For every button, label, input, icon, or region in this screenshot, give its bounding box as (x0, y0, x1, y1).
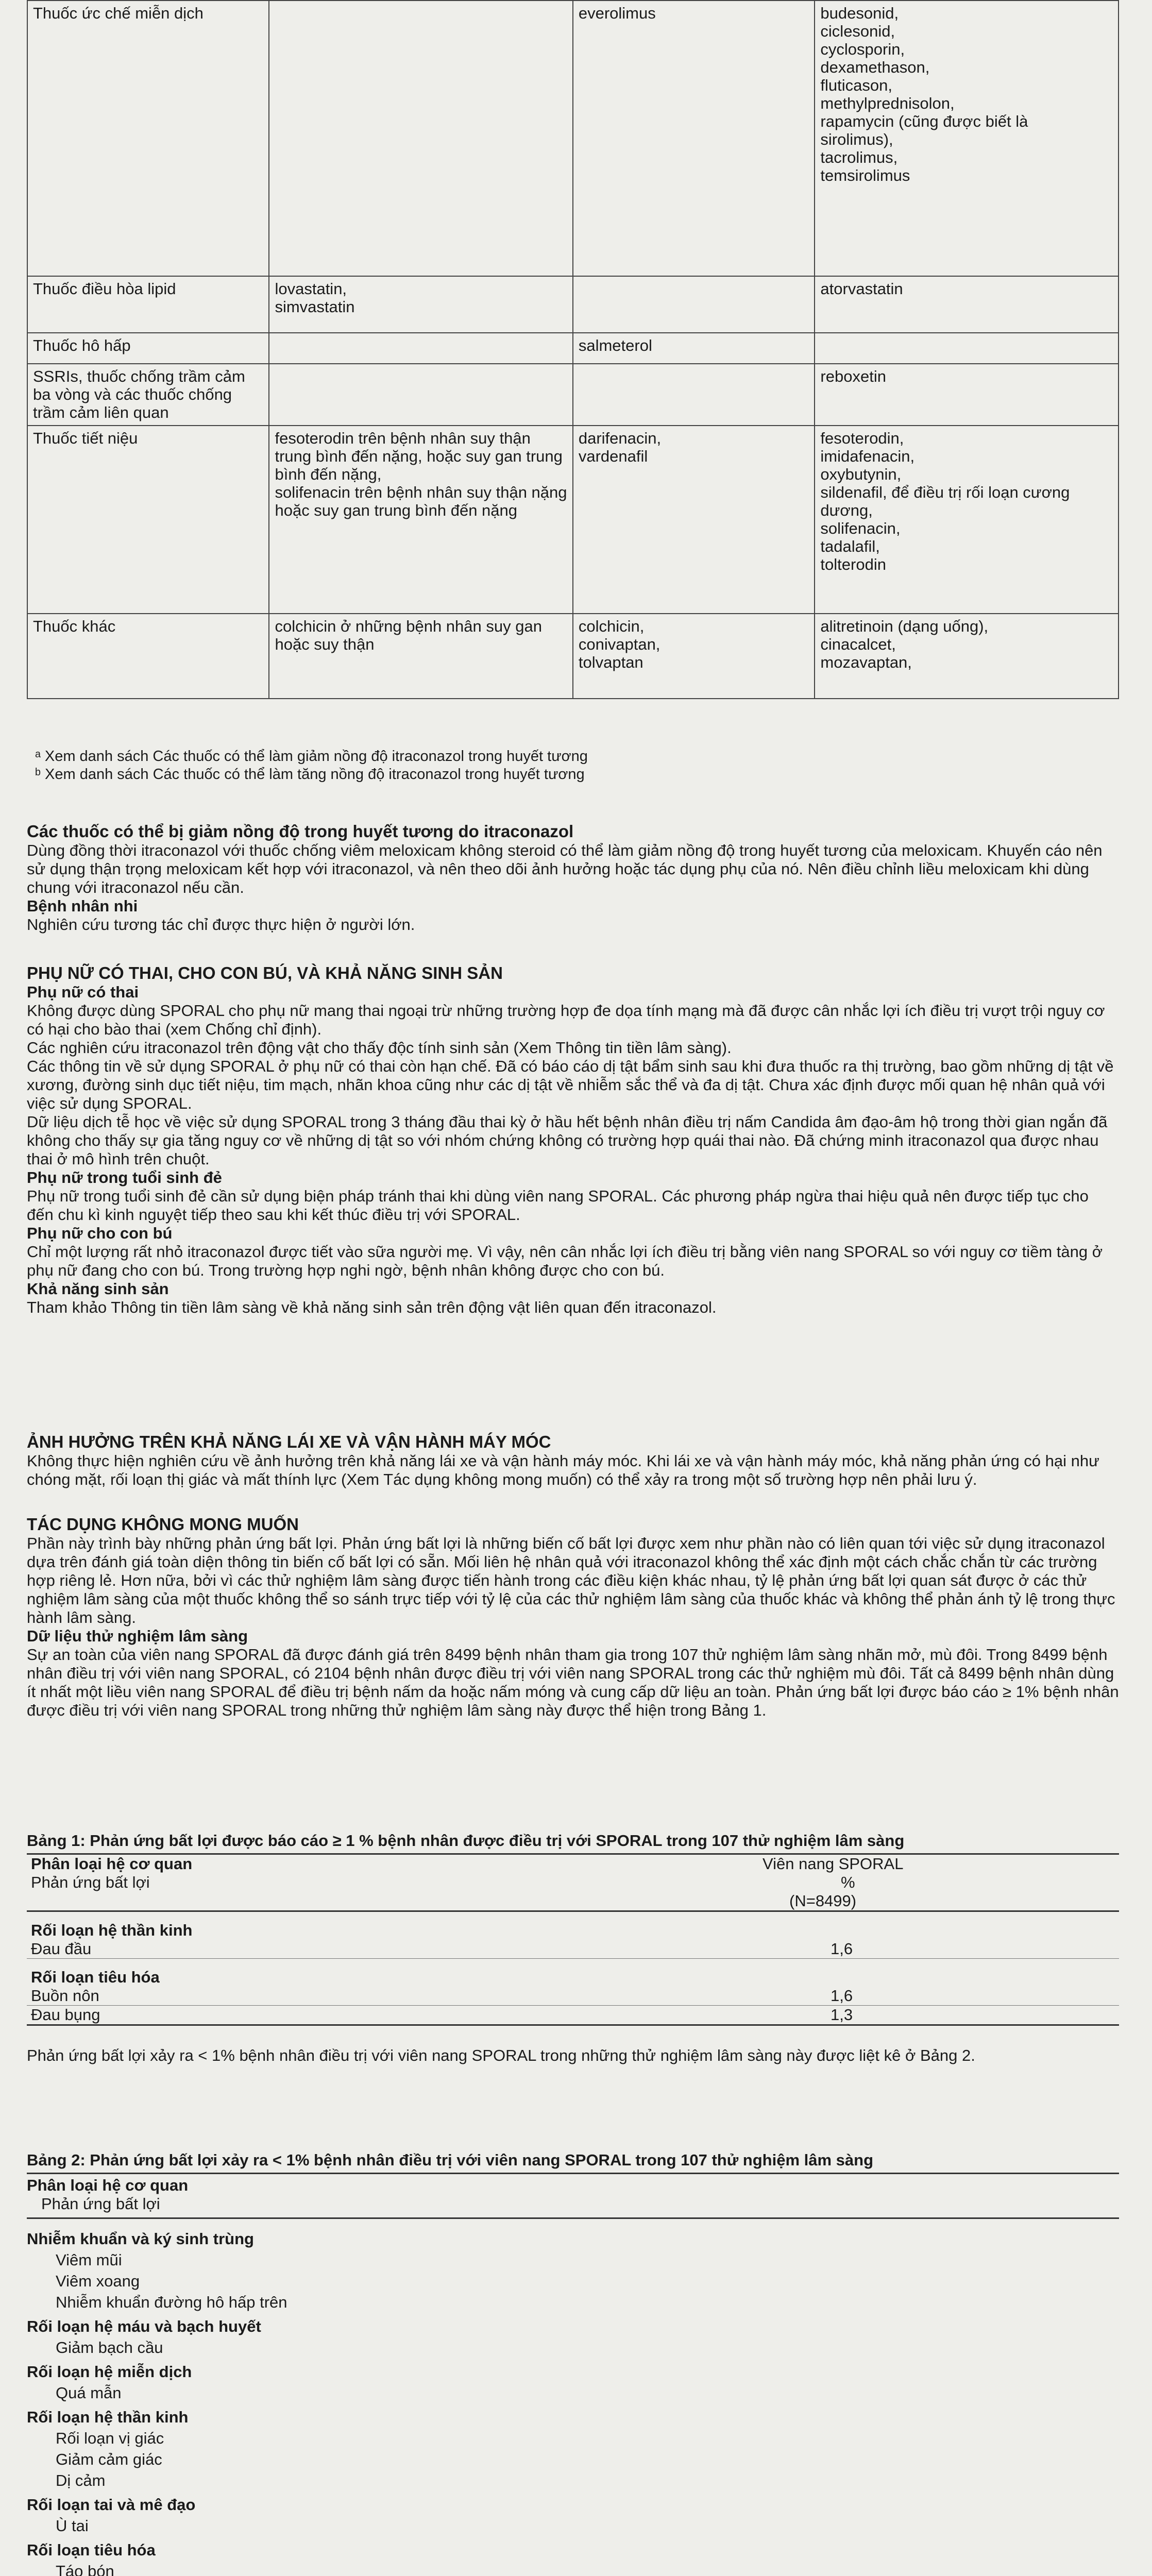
subsection-title: Bệnh nhân nhi (27, 897, 138, 915)
table-row (27, 2006, 1119, 2025)
drug-name: ciclesonid, (820, 22, 895, 40)
drug-name: colchicin ở những bệnh nhân suy gan hoặc suy thận (275, 617, 542, 653)
soc-label: Rối loạn hệ thần kinh (31, 1921, 193, 1939)
drug-name: salmeterol (578, 336, 652, 354)
drug-list-cell (269, 426, 572, 614)
paragraph: Không được dùng SPORAL cho phụ nữ mang thai ngoại trừ những trường hợp đe dọa tính mạng mà đã được cân nhắc lợi ích điều trị vượt trội nguy cơ có hại cho bào thai (xem Chống chỉ định). (27, 1002, 1105, 1038)
table-row (27, 276, 1119, 333)
section-title: Các thuốc có thể bị giảm nồng độ trong huyết tương do itraconazol (27, 822, 574, 841)
table-title: Bảng 2: Phản ứng bất lợi xảy ra < 1% bệnh nhân điều trị với viên nang SPORAL trong 107 thử nghiệm lâm sàng (27, 2151, 873, 2169)
column-header: Phản ứng bất lợi (31, 1873, 150, 1891)
drug-name: lovastatin, (275, 280, 347, 298)
percentage: 1,3 (831, 2006, 853, 2024)
paragraph: Phản ứng bất lợi xảy ra < 1% bệnh nhân điều trị với viên nang SPORAL trong những thử nghiệm lâm sàng này được liệt kê ở Bảng 2. (27, 2046, 975, 2064)
drug-name: reboxetin (820, 367, 886, 385)
drug-list-cell (573, 276, 815, 333)
soc-label: Rối loạn tai và mê đạo (27, 2496, 196, 2514)
drug-list-cell (815, 426, 1119, 614)
drug-name: everolimus (578, 4, 656, 22)
drug-name: atorvastatin (820, 280, 903, 298)
section-decreased-concentrations (27, 822, 1119, 934)
drug-list-cell (573, 1, 815, 276)
adverse-reaction: Nhiễm khuẩn đường hô hấp trên (56, 2293, 287, 2311)
adverse-reaction: Giảm cảm giác (56, 2450, 162, 2468)
soc-label: Rối loạn tiêu hóa (31, 1968, 160, 1986)
soc-label: Nhiễm khuẩn và ký sinh trùng (27, 2230, 254, 2248)
drug-name: rapamycin (cũng được biết là (820, 112, 1028, 130)
drug-list-cell (815, 276, 1119, 333)
drug-name: cyclosporin, (820, 40, 905, 58)
paragraph: Sự an toàn của viên nang SPORAL đã được đánh giá trên 8499 bệnh nhân tham gia trong 107 thử nghiệm lâm sàng nhãn mở, mù đôi. Trong 8499 bệnh nhân điều trị với viên nang SPORAL, có 2104 bệnh nhân được điều trị với viên nang SPORAL trong các thử nghiệm mù đôi. Tất cả 8499 bệnh nhân dùng ít nhất một liều viên nang SPORAL để điều trị bệnh nấm da hoặc nấm móng và cung cấp dữ liệu an toàn. Phản ứng bất lợi được báo cáo ≥ 1% bệnh nhân được điều trị với viên nang SPORAL trong những thử nghiệm lâm sàng này được thể hiện trong Bảng 1. (27, 1646, 1119, 1719)
soc-label: Rối loạn tiêu hóa (27, 2541, 156, 2559)
drug-class-cell: Thuốc khác (27, 614, 269, 699)
drug-name: fluticason, (820, 76, 892, 94)
column-header: Phân loại hệ cơ quan (31, 1855, 193, 1873)
drug-list-cell (573, 614, 815, 699)
subsection-title: Phụ nữ có thai (27, 983, 139, 1001)
subsection-title: Phụ nữ trong tuổi sinh đẻ (27, 1168, 222, 1187)
drug-list-cell (269, 276, 572, 333)
adverse-reaction: Viêm mũi (56, 2251, 122, 2269)
drug-list-cell (573, 426, 815, 614)
drug-list-cell (815, 1, 1119, 276)
section-pregnancy (27, 963, 1119, 1317)
adverse-reaction: Viêm xoang (56, 2272, 140, 2290)
drug-list-cell (269, 333, 572, 364)
drug-name: tadalafil, (820, 537, 880, 555)
table-row (27, 1940, 1119, 1959)
table-row (27, 1987, 1119, 2006)
drug-list-cell (269, 364, 572, 426)
drug-name: tolterodin (820, 555, 886, 573)
drug-name: vardenafil (578, 447, 648, 465)
drug-class-cell: Thuốc tiết niệu (27, 426, 269, 614)
percentage: 1,6 (831, 1940, 853, 1958)
drug-list-cell (573, 364, 815, 426)
table-row (27, 426, 1119, 614)
adverse-reaction: Dị cảm (56, 2471, 106, 2489)
table-title: Bảng 1: Phản ứng bất lợi được báo cáo ≥ 1 % bệnh nhân được điều trị với SPORAL trong 107 thử nghiệm lâm sàng (27, 1832, 905, 1850)
drug-name: oxybutynin, (820, 465, 902, 483)
drug-name: fesoterodin trên bệnh nhân suy thận trung bình đến nặng, hoặc suy gan trung bình đến nặng, (275, 429, 563, 483)
paragraph: Các thông tin về sử dụng SPORAL ở phụ nữ có thai còn hạn chế. Đã có báo cáo dị tật bẩm sinh sau khi đưa thuốc ra thị trường, bao gồm những dị tật về xương, đường sinh dục tiết niệu, tim mạch, nhãn khoa cũng như các dị tật về nhiễm sắc thể và đa dị tật. Chưa xác định được mối quan hệ nhân quả với việc sử dụng SPORAL. (27, 1057, 1114, 1112)
column-header: % (841, 1873, 855, 1891)
table-footnote-a: ᵃ Xem danh sách Các thuốc có thể làm giảm nồng độ itraconazol trong huyết tương (35, 748, 588, 765)
adverse-reaction: Giảm bạch cầu (56, 2338, 163, 2357)
drug-name: tacrolimus, (820, 148, 898, 166)
drug-name: darifenacin, (578, 429, 662, 447)
table-row (27, 333, 1119, 364)
table-row (27, 614, 1119, 699)
drug-name: mozavaptan, (820, 653, 912, 671)
drug-name: budesonid, (820, 4, 899, 22)
drug-list-cell (815, 333, 1119, 364)
drug-list-cell (815, 364, 1119, 426)
subsection-title: Khả năng sinh sản (27, 1280, 169, 1298)
drug-name: alitretinoin (dạng uống), (820, 617, 989, 635)
drug-name: tolvaptan (578, 653, 643, 671)
paragraph: Dữ liệu dịch tễ học về việc sử dụng SPORAL trong 3 tháng đầu thai kỳ ở hầu hết bệnh nhân điều trị nấm Candida âm đạo-âm hộ trong thời gian ngắn đã không cho thấy sự gia tăng nguy cơ về những dị tật so với nhóm chứng không có trường hợp quái thai nào. Đã chứng minh itraconazol qua được nhau thai ở mô hình trên chuột. (27, 1113, 1108, 1168)
column-header: Phân loại hệ cơ quan (27, 2176, 189, 2194)
paragraph: Chỉ một lượng rất nhỏ itraconazol được tiết vào sữa người mẹ. Vì vậy, nên cân nhắc lợi ích điều trị bằng viên nang SPORAL so với nguy cơ tiềm tàng ở phụ nữ đang cho con bú. Trong trường hợp nghi ngờ, bệnh nhân không được cho con bú. (27, 1243, 1103, 1279)
section-title: TÁC DỤNG KHÔNG MONG MUỐN (27, 1515, 299, 1534)
drug-class-cell: Thuốc điều hòa lipid (27, 276, 269, 333)
adverse-reaction: Ù tai (56, 2517, 89, 2535)
drug-name: methylprednisolon, (820, 94, 955, 112)
drug-name: simvastatin (275, 298, 355, 316)
adverse-reaction: Rối loạn vị giác (56, 2429, 164, 2447)
drug-list-cell (573, 333, 815, 364)
table-row (27, 364, 1119, 426)
drug-name: conivaptan, (578, 635, 660, 653)
document-page (14, 0, 1138, 2576)
subsection-title: Phụ nữ cho con bú (27, 1224, 173, 1242)
drug-name: fesoterodin, (820, 429, 904, 447)
table-1 (27, 1832, 1119, 2065)
section-title: PHỤ NỮ CÓ THAI, CHO CON BÚ, VÀ KHẢ NĂNG SINH SẢN (27, 963, 503, 982)
table-2 (27, 2151, 1119, 2576)
soc-label: Rối loạn hệ máu và bạch huyết (27, 2317, 261, 2335)
table-row (27, 1, 1119, 276)
drug-class-cell: Thuốc hô hấp (27, 333, 269, 364)
drug-list-cell (815, 614, 1119, 699)
paragraph: Tham khảo Thông tin tiền lâm sàng về khả năng sinh sản trên động vật liên quan đến itraconazol. (27, 1298, 717, 1316)
section-title: ẢNH HƯỞNG TRÊN KHẢ NĂNG LÁI XE VÀ VẬN HÀNH MÁY MÓC (27, 1432, 551, 1451)
soc-label: Rối loạn hệ miễn dịch (27, 2363, 192, 2381)
drug-name: solifenacin, (820, 519, 901, 537)
percentage: 1,6 (831, 1987, 853, 2005)
column-header: (N=8499) (789, 1892, 857, 1910)
drug-name: sirolimus), (820, 130, 893, 148)
drug-name: imidafenacin, (820, 447, 915, 465)
drug-name: temsirolimus (820, 166, 910, 184)
table-footnote-b: ᵇ Xem danh sách Các thuốc có thể làm tăng nồng độ itraconazol trong huyết tương (35, 766, 585, 783)
section-driving (27, 1432, 1119, 1489)
drug-name: sildenafil, để điều trị rối loạn cương dương, (820, 483, 1070, 519)
adverse-reaction: Buồn nôn (31, 1987, 99, 2005)
drug-name: solifenacin trên bệnh nhân suy thận nặng hoặc suy gan trung bình đến nặng (275, 483, 567, 519)
paragraph: Phụ nữ trong tuổi sinh đẻ cần sử dụng biện pháp tránh thai khi dùng viên nang SPORAL. Các phương pháp ngừa thai hiệu quả nên được tiếp tục cho đến chu kì kinh nguyệt tiếp theo sau khi kết thúc điều trị với SPORAL. (27, 1187, 1089, 1224)
paragraph: Phần này trình bày những phản ứng bất lợi. Phản ứng bất lợi là những biến cố bất lợi được xem như phần nào có liên quan tới việc sử dụng itraconazol dựa trên đánh giá toàn diện thông tin biến cố bất lợi có sẵn. Mối liên hệ nhân quả với itraconazol không thể xác định một cách chắc chắn từ các trường hợp riêng lẻ. Hơn nữa, bởi vì các thử nghiệm lâm sàng được tiến hành trong các điều kiện khác nhau, tỷ lệ phản ứng bất lợi quan sát được ở các thử nghiệm lâm sàng của một thuốc không thể so sánh trực tiếp với tỷ lệ của các thử nghiệm lâm sàng của thuốc khác và không thể phản ánh tỷ lệ trong thực hành lâm sàng. (27, 1534, 1115, 1626)
adverse-reaction: Đau bụng (31, 2006, 100, 2024)
drug-list-cell (269, 614, 572, 699)
subsection-title: Dữ liệu thử nghiệm lâm sàng (27, 1627, 248, 1645)
section-adverse-effects (27, 1515, 1119, 1720)
adverse-reaction: Đau đầu (31, 1940, 92, 1958)
drug-class-cell: SSRIs, thuốc chống trầm cảm ba vòng và các thuốc chống trầm cảm liên quan (27, 364, 269, 426)
drug-name: cinacalcet, (820, 635, 896, 653)
adverse-reaction: Táo bón (56, 2562, 114, 2576)
column-header: Viên nang SPORAL (763, 1855, 904, 1873)
drug-name: dexamethason, (820, 58, 930, 76)
paragraph: Nghiên cứu tương tác chỉ được thực hiện ở người lớn. (27, 916, 415, 934)
paragraph: Các nghiên cứu itraconazol trên động vật cho thấy độc tính sinh sản (Xem Thông tin tiền lâm sàng). (27, 1039, 732, 1057)
paragraph: Không thực hiện nghiên cứu về ảnh hưởng trên khả năng lái xe và vận hành máy móc. Khi lái xe và vận hành máy móc, khả năng phản ứng có hại như chóng mặt, rối loạn thị giác và mất thính lực (Xem Tác dụng không mong muốn) có thể xảy ra trong một số trường hợp nên phải lưu ý. (27, 1452, 1099, 1488)
column-header: Phản ứng bất lợi (41, 2195, 160, 2213)
soc-label: Rối loạn hệ thần kinh (27, 2408, 189, 2426)
drug-list-cell (269, 1, 572, 276)
paragraph: Dùng đồng thời itraconazol với thuốc chống viêm meloxicam không steroid có thể làm giảm nồng độ trong huyết tương của meloxicam. Khuyến cáo nên sử dụng thận trọng meloxicam kết hợp với itraconazol, và nên theo dõi ảnh hưởng hoặc tác dụng phụ của nó. Nên điều chỉnh liều meloxicam khi dùng chung với itraconazol nếu cần. (27, 841, 1103, 896)
drug-name: colchicin, (578, 617, 645, 635)
interaction-table (27, 0, 1119, 699)
adverse-reaction: Quá mẫn (56, 2384, 122, 2402)
drug-class-cell: Thuốc ức chế miễn dịch (27, 1, 269, 276)
